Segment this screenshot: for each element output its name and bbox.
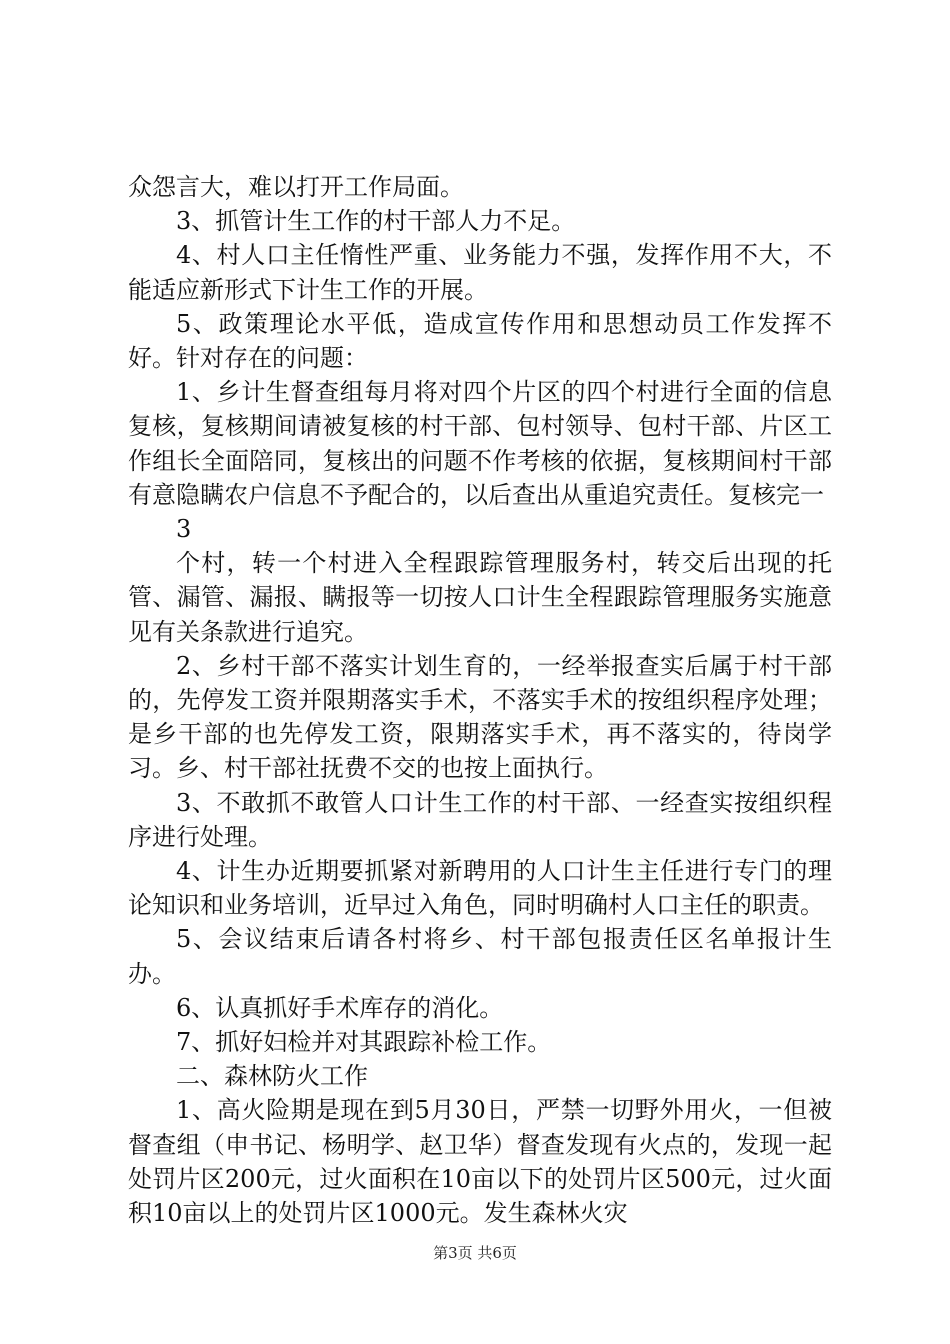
- paragraph-3: 4、村人口主任惰性严重、业务能力不强，发挥作用不大，不能适应新形式下计生工作的开展。: [128, 241, 832, 304]
- paragraph-10: 4、计生办近期要抓紧对新聘用的人口计生主任进行专门的理论知识和业务培训，近早过入角色，同时明确村人口主任的职责。: [128, 857, 832, 920]
- paragraph-7: 个村，转一个村进入全程跟踪管理服务村，转交后出现的托管、漏管、漏报、瞒报等一切按人口计生全程跟踪管理服务实施意见有关条款进行追究。: [128, 549, 832, 646]
- paragraph-1: 众怨言大，难以打开工作局面。: [128, 173, 464, 201]
- page-footer: [0, 1242, 950, 1263]
- paragraph-13: 7、抓好妇检并对其跟踪补检工作。: [176, 1028, 552, 1057]
- paragraph-2: 3、抓管计生工作的村干部人力不足。: [176, 207, 576, 236]
- paragraph-12: 6、认真抓好手术库存的消化。: [176, 993, 504, 1022]
- paragraph-6: 3: [176, 515, 192, 544]
- page-number: 第3页 共6页: [433, 1244, 517, 1262]
- paragraph-15: 1、高火险期是现在到5月30日，严禁一切野外用火，一但被督查组（申书记、杨明学、赵卫华）督查发现有火点的，发现一起处罚片区200元，过火面积在10亩以下的处罚片区500元，过火面积10亩以上的处罚片区1000元。发生森林火灾: [128, 1096, 832, 1228]
- section-heading: 二、森林防火工作: [176, 1062, 368, 1091]
- paragraph-9: 3、不敢抓不敢管人口计生工作的村干部、一经查实按组织程序进行处理。: [128, 788, 832, 851]
- document-body: [128, 170, 832, 1230]
- paragraph-5: 1、乡计生督查组每月将对四个片区的四个村进行全面的信息复核，复核期间请被复核的村干部、包村领导、包村干部、片区工作组长全面陪同，复核出的问题不作考核的依据，复核期间村干部有意隐瞒农户信息不予配合的，以后查出从重追究责任。复核完一: [128, 378, 832, 509]
- paragraph-8: 2、乡村干部不落实计划生育的，一经举报查实后属于村干部的，先停发工资并限期落实手术，不落实手术的按组织程序处理；是乡干部的也先停发工资，限期落实手术，再不落实的，待岗学习。乡、村干部社抚费不交的也按上面执行。: [128, 651, 832, 783]
- paragraph-4: 5、政策理论水平低，造成宣传作用和思想动员工作发挥不好。针对存在的问题：: [128, 309, 832, 373]
- paragraph-11: 5、会议结束后请各村将乡、村干部包报责任区名单报计生办。: [128, 925, 832, 988]
